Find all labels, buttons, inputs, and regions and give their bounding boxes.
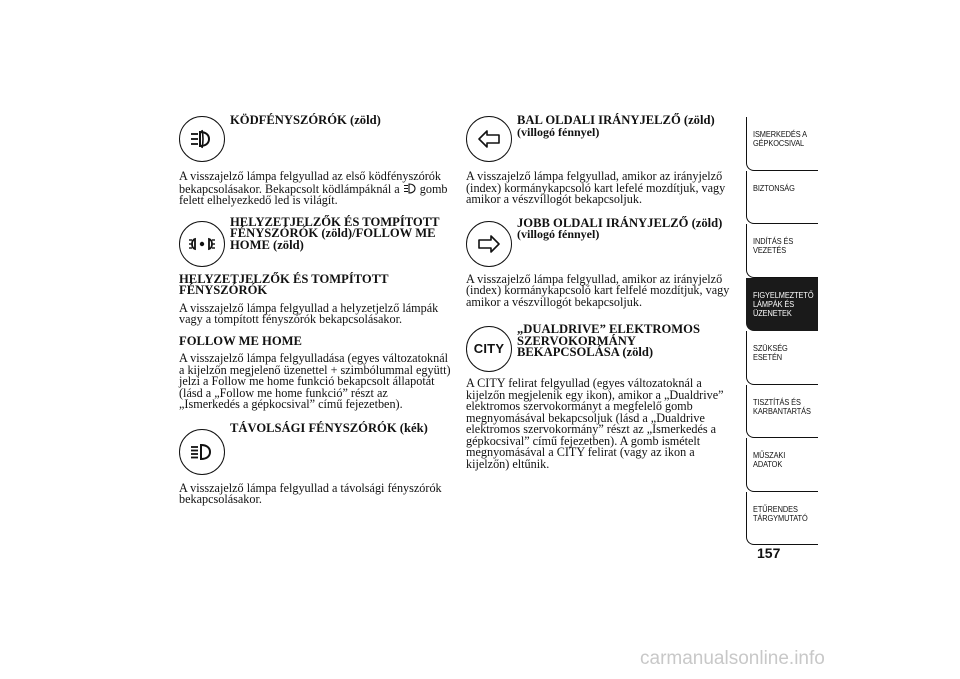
left-arrow-icon	[466, 116, 512, 162]
position-lights-icon	[179, 221, 225, 267]
right-turn-entry	[466, 215, 738, 266]
tab-figyelmezteto-active[interactable]	[746, 278, 818, 332]
tab-biztonsag[interactable]	[746, 171, 818, 225]
tab-muszaki-adatok[interactable]	[746, 438, 818, 492]
fog-lamp-entry	[179, 115, 451, 163]
right-arrow-icon	[466, 221, 512, 267]
tab-label: ETŰRENDES TÁRGYMUTATÓ	[753, 503, 808, 523]
left-turn-title: BAL OLDALI IRÁNYJELZŐ (zöld)	[517, 113, 715, 127]
tab-tisztitas[interactable]	[746, 385, 818, 439]
follow-me-home-body: A visszajelző lámpa felgyulladása (egyes változatoknál a kijelzőn megjelenő üzenettel + szimbólummal együtt) jelzi a Follow me home funkció bekapcsolt állapotát (lásd a „Follow me home funkció” részt az „Ismerkedés a gépkocsival” című fejezetben).	[179, 351, 451, 411]
fog-lamp-title: KÖDFÉNYSZÓRÓK (zöld)	[230, 113, 381, 127]
dualdrive-body: A CITY felirat felgyullad (egyes változatoknál a kijelzőn megjelenik egy ikon), amikor a „Dualdrive” elektromos szervokormányt a megfelelő gomb megnyomásával bekapcsoljuk (lásd a „Dualdrive elektromos szervokormány” részt az „Ismerkedés a gépkocsival” című fejezetben). A gomb ismételt megnyomásával a CITY felirat (vagy az ikon a kijelzőn) eltűnik.	[466, 376, 724, 471]
fog-lamp-body	[179, 171, 451, 207]
tab-label: SZÜKSÉG ESETÉN	[753, 343, 788, 363]
tab-label: BIZTONSÁG	[753, 182, 795, 193]
left-turn-body: A visszajelző lámpa felgyullad, amikor az irányjelző (index) kormánykapcsoló kart lefelé mozdítjuk, vagy amikor a vészvillogót bekapcsoljuk.	[466, 169, 726, 206]
high-beam-body: A visszajelző lámpa felgyullad a távolsági fényszórók bekapcsolásakor.	[179, 480, 442, 506]
watermark: carmanualsonline.info	[640, 648, 825, 669]
tab-targymutato[interactable]	[746, 492, 818, 546]
tab-label: FIGYELMEZTETŐ LÁMPÁK ÉS ÜZENETEK	[753, 289, 814, 319]
front-fog-lamp-inline-icon	[403, 183, 417, 194]
page-number: 157	[757, 545, 781, 561]
right-turn-title: JOBB OLDALI IRÁNYJELZŐ (zöld)	[517, 215, 723, 230]
right-turn-body: A visszajelző lámpa felgyullad, amikor az irányjelző (index) kormánykapcsoló kart felfelé mozdítjuk, vagy amikor a vészvillogót bekapcsoljuk.	[466, 271, 730, 309]
tab-szukseg-eseten[interactable]	[746, 331, 818, 385]
right-column	[466, 115, 738, 470]
dualdrive-title: „DUALDRIVE” ELEKTROMOS SZERVOKORMÁNY BEKAPCSOLÁSA (zöld)	[517, 322, 700, 359]
tab-label: TISZTÍTÁS ÉS KARBANTARTÁS	[753, 396, 811, 416]
position-lights-entry	[179, 214, 451, 265]
city-icon	[466, 326, 512, 372]
right-turn-subtitle: (villogó fénnyel)	[517, 227, 600, 241]
position-lights-body: A visszajelző lámpa felgyullad a helyzetjelző lámpák vagy a tompított fényszórók bekapcsolásakor.	[179, 300, 439, 326]
left-column	[179, 115, 451, 506]
tab-label: ISMERKEDÉS A GÉPKOCSIVAL	[753, 129, 808, 149]
left-turn-entry	[466, 115, 738, 163]
high-beam-entry	[179, 420, 451, 475]
tab-inditas[interactable]	[746, 224, 818, 278]
fog-lamp-body-text-1: A visszajelző lámpa felgyullad az első ködfényszórók bekapcsolásakor. Bekapcsolt ködlámpáknál a	[179, 169, 441, 196]
tab-ismerkedes[interactable]	[746, 117, 818, 171]
left-turn-subtitle: (villogó fénnyel)	[517, 124, 600, 139]
chapter-tabs	[746, 117, 818, 545]
tab-label: INDÍTÁS ÉS VEZETÉS	[753, 236, 794, 256]
fog-lamp-body-text-2: gomb felett elhelyezkedő led is világít.	[179, 181, 448, 207]
front-fog-lamp-icon	[179, 116, 225, 162]
dualdrive-entry	[466, 324, 738, 374]
city-icon-text: CITY	[473, 341, 505, 357]
position-lights-title: HELYZETJELZŐK ÉS TOMPÍTOTT FÉNYSZÓRÓK (zöld)/FOLLOW ME HOME (zöld)	[230, 214, 440, 252]
high-beam-icon	[179, 429, 225, 475]
high-beam-title: TÁVOLSÁGI FÉNYSZÓRÓK (kék)	[230, 420, 428, 435]
tab-label: MŰSZAKI ADATOK	[753, 450, 786, 470]
position-lights-heading: HELYZETJELZŐK ÉS TOMPÍTOTT FÉNYSZÓRÓK	[179, 271, 389, 297]
follow-me-home-heading: FOLLOW ME HOME	[179, 333, 302, 348]
